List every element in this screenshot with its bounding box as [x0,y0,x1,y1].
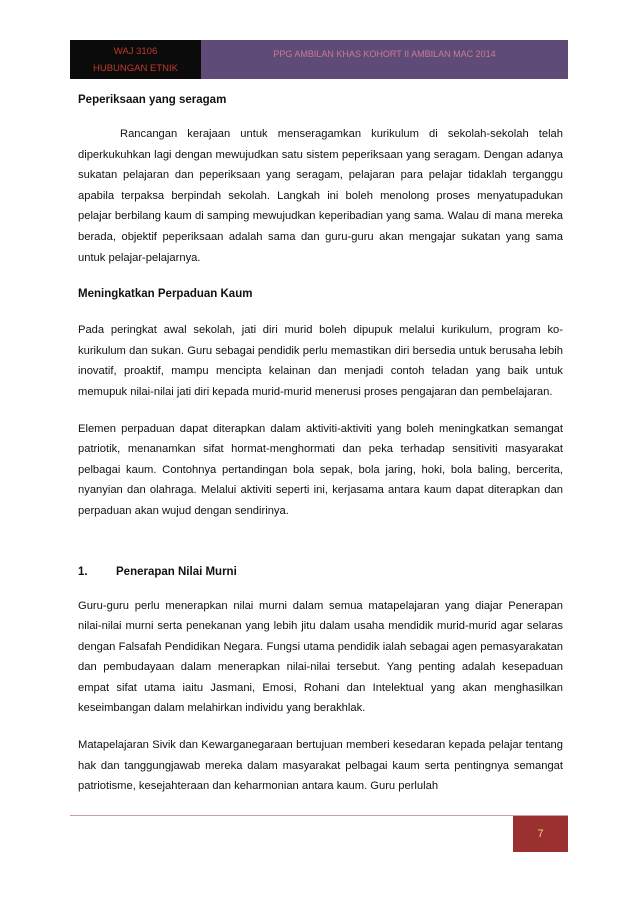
paragraph-elemen-perpaduan: Elemen perpaduan dapat diterapkan dalam aktiviti-aktiviti yang boleh meningkatkan semangat patriotik, menanamkan sifat hormat-menghormati dan peka terhadap sensitiviti masyarakat pelbagai kaum. Contohnya pertandingan bola sepak, bola jaring, hoki, bola baling, bercerita, nyanyian dan olahraga. Melalui aktiviti seperti ini, kerjasama antara kaum dapat diterapkan dan perpaduan akan wujud dengan sendirinya. [78,422,563,517]
page-number: 7 [513,816,568,852]
document-body [78,90,563,797]
section-heading-peperiksaan: Peperiksaan yang seragam [78,94,227,106]
footer-divider [70,815,568,816]
section-heading-perpaduan: Meningkatkan Perpaduan Kaum [78,288,253,301]
paragraph-sivik: Matapelajaran Sivik dan Kewarganegaraan bertujuan memberi kesedaran kepada pelajar tentang hak dan tanggungjawab mereka dalam masyarakat pelbagai kaum serta pentingnya semangat patriotisme, kesejahteraan dan keharmonian antara kaum. Guru perlulah [78,739,563,793]
header-course-box [70,40,201,79]
section-title: Penerapan Nilai Murni [116,565,237,578]
paragraph-peperiksaan: Rancangan kerajaan untuk menseragamkan kurikulum di sekolah-sekolah telah diperkukuhkan lagi dengan mewujudkan satu sistem peperiksaan yang seragam. Dengan adanya sukatan pelajaran dan peperiksaan yang seragam, pelajaran para pelajar tidaklah terganggu apabila terpaksa berpindah sekolah. Langkah ini boleh menolong proses menyatupadukan pelajar berbilang kaum di samping mewujudkan keperibadian yang sama. Walau di mana mereka berada, objektif peperiksaan adalah sama dan guru-guru akan mengajar sukatan yang sama untuk pelajar-pelajarnya. [78,128,563,264]
section-heading-nilai-murni [78,562,563,582]
section-number: 1. [78,565,88,578]
header-program-title: PPG AMBILAN KHAS KOHORT II AMBILAN MAC 2014 [273,49,496,59]
header-program-box [201,40,568,79]
header-course-code: WAJ 3106 [113,45,158,57]
paragraph-nilai-murni: Guru-guru perlu menerapkan nilai murni dalam semua matapelajaran yang diajar Penerapan nilai-nilai murni serta penekanan yang lebih jitu dalam usaha mendidik murid-murid agar selaras dengan Falsafah Pendidikan Negara. Fungsi utama pendidik ialah sebagai agen pemasyarakatan dan pembudayaan dalam menerapkan nilai-nilai tersebut. Yang penting adalah kesepaduan empat sifat utama iaitu Jasmani, Emosi, Rohani dan Intelektual yang akan menghasilkan keseimbangan dalam melahirkan individu yang berakhlak. [78,599,563,715]
paragraph-jati-diri: Pada peringkat awal sekolah, jati diri murid boleh dipupuk melalui kurikulum, program ko-kurikulum dan sukan. Guru sebagai pendidik perlu memastikan diri bersedia untuk berusaha lebih inovatif, proaktif, mampu mencipta kelainan dan menjadi contoh teladan yang baik untuk memupuk nilai-nilai jati diri kepada murid-murid menerusi proses pengajaran dan pembelajaran. [78,324,563,398]
header-course-name: HUBUNGAN ETNIK [93,62,178,74]
